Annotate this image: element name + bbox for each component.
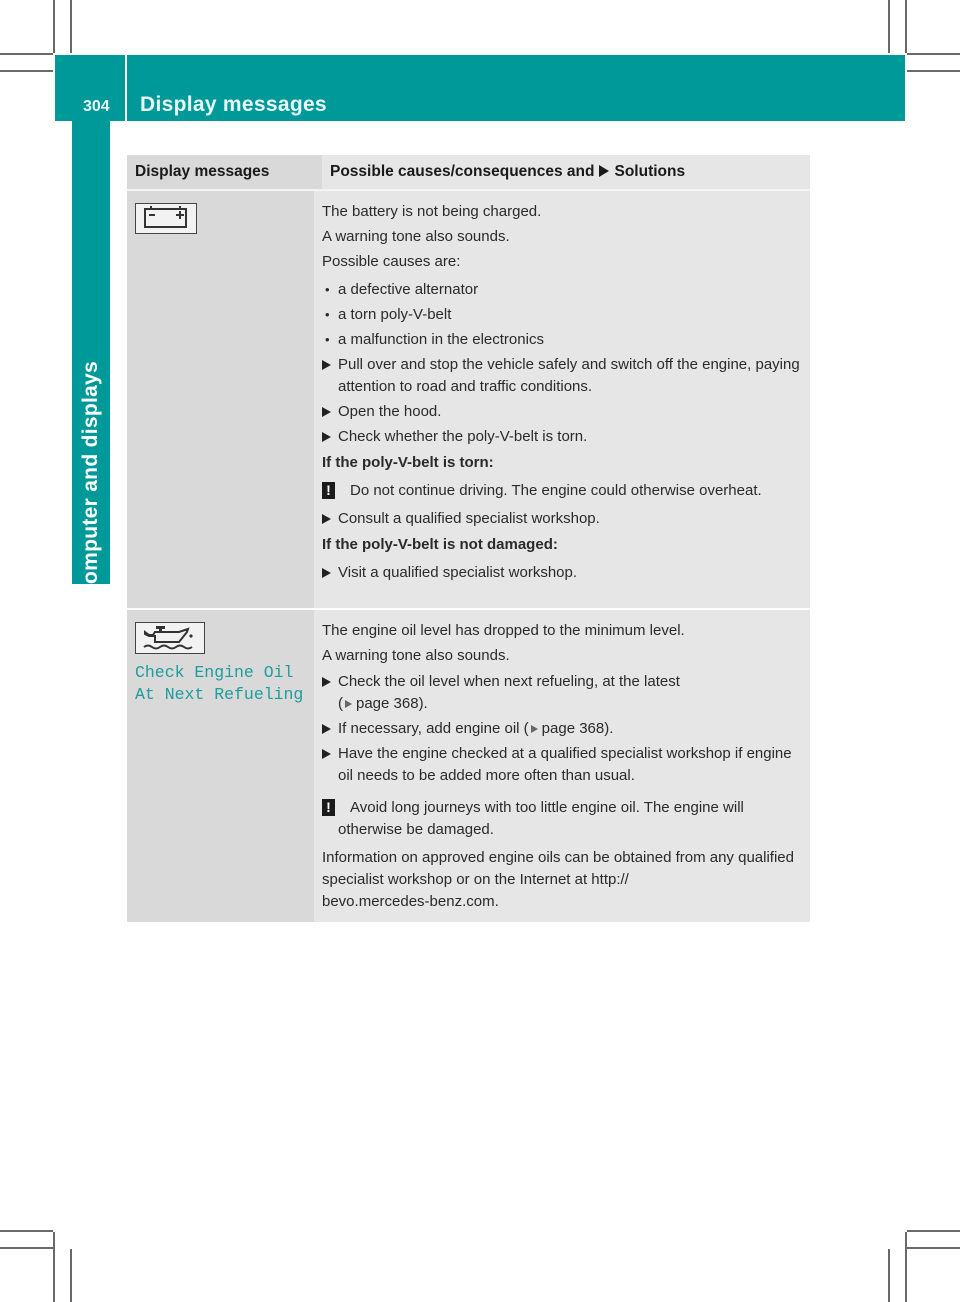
crop-mark: [888, 1249, 890, 1302]
crop-mark: [53, 1232, 55, 1302]
warning-note: ! Do not continue driving. The engine could otherwise overheat.: [322, 480, 802, 502]
subheading: If the poly-V-belt is not damaged:: [322, 536, 558, 553]
list-item: • a defective alternator: [322, 279, 802, 301]
page-header: [55, 55, 905, 121]
display-message-text: Check Engine Oil At Next Refueling: [135, 663, 304, 704]
crop-mark: [888, 0, 890, 53]
battery-icon: [135, 203, 197, 234]
action-step: If necessary, add engine oil ( page 368).: [322, 718, 802, 740]
page-title: Display messages: [140, 93, 327, 116]
text-line: The engine oil level has dropped to the minimum level.: [322, 622, 685, 639]
crop-mark: [0, 70, 53, 72]
solutions-cell: [314, 610, 810, 922]
crop-mark: [905, 0, 907, 53]
table-row: [127, 191, 810, 610]
display-cell: [127, 191, 314, 608]
action-arrow-icon: [322, 407, 331, 417]
display-cell: [127, 610, 314, 922]
crop-mark: [0, 1247, 53, 1249]
text-line: A warning tone also sounds.: [322, 647, 510, 664]
table-row: [127, 610, 810, 924]
col-header-display-messages: Display messages: [127, 155, 322, 189]
crop-mark: [70, 1249, 72, 1302]
action-step: Pull over and stop the vehicle safely and switch off the engine, paying attention to road and traffic conditions.: [322, 354, 802, 398]
chapter-title: On-board computer and displays: [79, 360, 102, 700]
table-header: [127, 155, 810, 191]
info-text: Information on approved engine oils can be obtained from any qualified specialist workshop or on the Internet at http://: [322, 849, 794, 888]
col-header-solutions: Possible causes/consequences and Solutions: [330, 163, 686, 180]
subheading: If the poly-V-belt is torn:: [322, 454, 494, 471]
exclamation-icon: !: [322, 799, 335, 816]
action-arrow-icon: [322, 749, 331, 759]
action-step: Visit a qualified specialist workshop.: [322, 562, 802, 584]
text-line: Possible causes are:: [322, 253, 461, 270]
text-line: A warning tone also sounds.: [322, 228, 510, 245]
crop-mark: [905, 1232, 907, 1302]
chapter-tab: [72, 120, 110, 700]
action-arrow-icon: [322, 432, 331, 442]
crop-mark: [907, 53, 960, 55]
action-arrow-icon: [322, 514, 331, 524]
action-step: Check whether the poly-V-belt is torn.: [322, 426, 802, 448]
list-item: • a malfunction in the electronics: [322, 329, 802, 351]
crop-mark: [70, 0, 72, 53]
action-arrow-icon: [322, 724, 331, 734]
crop-mark: [907, 1247, 960, 1249]
warning-note: ! Avoid long journeys with too little engine oil. The engine will otherwise be damaged.: [322, 797, 802, 841]
exclamation-icon: !: [322, 482, 335, 499]
display-messages-table: [127, 155, 810, 924]
crop-mark: [0, 53, 53, 55]
action-arrow-icon: [322, 360, 331, 370]
page-number: 304: [83, 98, 110, 115]
info-url: bevo.mercedes-benz.com.: [322, 893, 499, 910]
crop-mark: [907, 1230, 960, 1232]
arrow-icon: [599, 165, 609, 177]
crop-mark: [53, 0, 55, 53]
page-ref-icon: [531, 725, 538, 733]
oil-can-icon: [135, 622, 205, 654]
crop-mark: [0, 1230, 53, 1232]
action-step: Open the hood.: [322, 401, 802, 423]
text-line: The battery is not being charged.: [322, 203, 542, 220]
action-arrow-icon: [322, 677, 331, 687]
solutions-cell: [314, 191, 810, 608]
action-step: Check the oil level when next refueling, at the latest ( page 368).: [322, 671, 802, 715]
action-step: Have the engine checked at a qualified specialist workshop if engine oil needs to be added more often than usual.: [322, 743, 802, 787]
action-step: Consult a qualified specialist workshop.: [322, 508, 802, 530]
crop-mark: [907, 70, 960, 72]
header-divider: [125, 55, 127, 121]
action-arrow-icon: [322, 568, 331, 578]
page-ref-icon: [345, 700, 352, 708]
list-item: • a torn poly-V-belt: [322, 304, 802, 326]
